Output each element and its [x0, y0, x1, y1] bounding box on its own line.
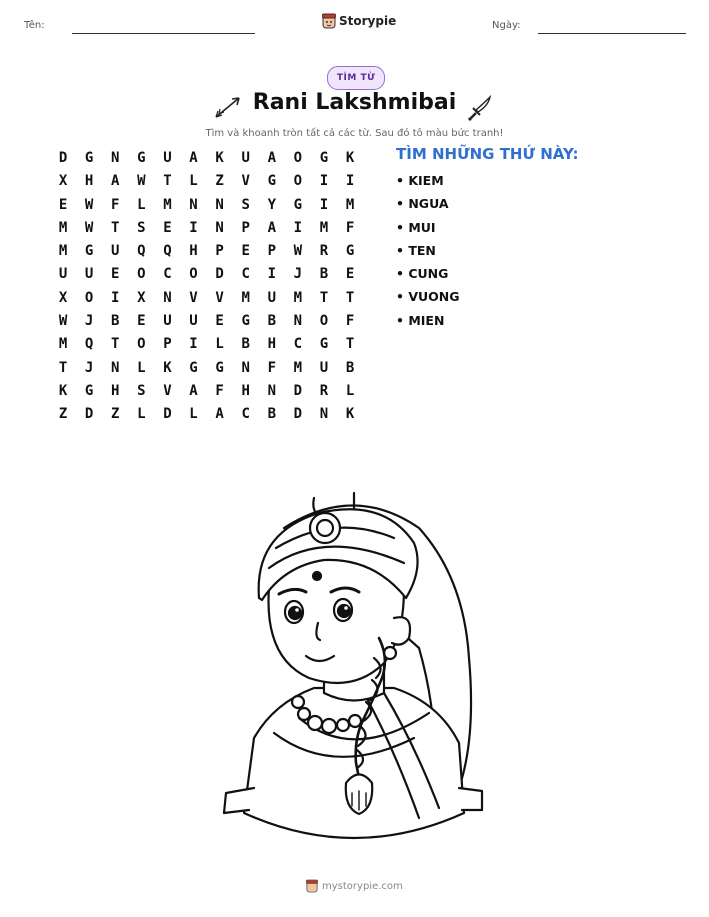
- grid-cell[interactable]: G: [267, 173, 277, 190]
- grid-cell[interactable]: A: [215, 406, 224, 423]
- grid-cell[interactable]: I: [267, 266, 277, 283]
- grid-cell[interactable]: P: [241, 219, 250, 236]
- grid-cell[interactable]: W: [58, 313, 68, 330]
- grid-row: [50, 147, 363, 170]
- grid-cell[interactable]: W: [84, 219, 94, 236]
- grid-cell[interactable]: J: [84, 313, 94, 330]
- word-item: • MIEN: [396, 312, 445, 328]
- grid-cell[interactable]: G: [84, 150, 94, 166]
- grid-cell[interactable]: U: [58, 266, 68, 283]
- grid-cell[interactable]: A: [267, 219, 277, 236]
- grid-cell[interactable]: H: [267, 336, 277, 353]
- grid-cell[interactable]: X: [58, 173, 68, 190]
- page-title: Rani Lakshmibai: [252, 90, 457, 115]
- word-list: [396, 171, 460, 334]
- grid-cell[interactable]: T: [345, 289, 355, 306]
- grid-cell[interactable]: Z: [58, 406, 68, 423]
- grid-cell[interactable]: E: [163, 219, 172, 236]
- grid-cell[interactable]: U: [319, 359, 329, 376]
- grid-cell[interactable]: B: [111, 313, 120, 330]
- grid-cell[interactable]: A: [267, 150, 277, 166]
- grid-row: [50, 170, 363, 193]
- grid-cell[interactable]: A: [189, 150, 198, 166]
- grid-cell[interactable]: B: [319, 266, 329, 283]
- grid-cell[interactable]: I: [345, 173, 355, 190]
- grid-cell[interactable]: G: [84, 243, 94, 260]
- grid-cell[interactable]: O: [137, 336, 146, 353]
- grid-cell[interactable]: L: [215, 336, 224, 353]
- grid-cell[interactable]: G: [319, 336, 329, 353]
- grid-cell[interactable]: N: [111, 150, 120, 166]
- grid-cell[interactable]: N: [215, 219, 224, 236]
- grid-cell[interactable]: L: [189, 406, 198, 423]
- grid-cell[interactable]: D: [163, 406, 172, 423]
- grid-cell[interactable]: U: [267, 289, 277, 306]
- name-label: Tên:: [24, 20, 45, 31]
- grid-cell[interactable]: M: [293, 359, 303, 376]
- grid-cell[interactable]: F: [345, 313, 355, 330]
- grid-cell[interactable]: T: [111, 336, 120, 353]
- grid-cell[interactable]: K: [163, 359, 172, 376]
- grid-cell[interactable]: M: [345, 196, 355, 213]
- grid-cell[interactable]: C: [241, 406, 250, 423]
- grid-row: [50, 287, 363, 310]
- grid-cell[interactable]: R: [319, 382, 329, 399]
- date-label: Ngày:: [492, 20, 521, 31]
- grid-cell[interactable]: K: [58, 382, 68, 399]
- grid-cell[interactable]: V: [215, 289, 224, 306]
- grid-cell[interactable]: B: [267, 406, 277, 423]
- grid-cell[interactable]: F: [111, 196, 120, 213]
- grid-cell[interactable]: T: [111, 219, 120, 236]
- grid-cell[interactable]: M: [163, 196, 172, 213]
- grid-cell[interactable]: W: [84, 196, 94, 213]
- name-line[interactable]: [72, 33, 255, 34]
- grid-cell[interactable]: E: [345, 266, 355, 283]
- grid-cell[interactable]: C: [293, 336, 303, 353]
- grid-cell[interactable]: G: [319, 150, 329, 166]
- grid-cell[interactable]: Q: [163, 243, 172, 260]
- grid-cell[interactable]: E: [137, 313, 146, 330]
- grid-cell[interactable]: T: [163, 173, 172, 190]
- grid-cell[interactable]: K: [345, 406, 355, 423]
- storypie-logo-icon: [322, 13, 336, 29]
- grid-cell[interactable]: H: [241, 382, 250, 399]
- date-line[interactable]: [538, 33, 686, 34]
- grid-cell[interactable]: F: [345, 219, 355, 236]
- grid-cell[interactable]: L: [189, 173, 198, 190]
- grid-cell[interactable]: V: [189, 289, 198, 306]
- grid-cell[interactable]: I: [293, 219, 303, 236]
- grid-cell[interactable]: D: [84, 406, 94, 423]
- grid-row: [50, 357, 363, 380]
- grid-cell[interactable]: K: [215, 150, 224, 166]
- grid-cell[interactable]: O: [293, 173, 303, 190]
- grid-cell[interactable]: M: [241, 289, 250, 306]
- grid-cell[interactable]: O: [293, 150, 303, 166]
- grid-cell[interactable]: N: [189, 196, 198, 213]
- grid-cell[interactable]: G: [293, 196, 303, 213]
- grid-cell[interactable]: H: [84, 173, 94, 190]
- word-list-title: TÌM NHỮNG THỨ NÀY:: [396, 145, 579, 163]
- brand-name: Storypie: [339, 14, 397, 28]
- grid-cell[interactable]: I: [319, 196, 329, 213]
- grid-cell[interactable]: G: [84, 382, 94, 399]
- grid-cell[interactable]: E: [58, 196, 68, 213]
- grid-cell[interactable]: C: [241, 266, 250, 283]
- grid-cell[interactable]: H: [189, 243, 198, 260]
- grid-row: [50, 333, 363, 356]
- grid-cell[interactable]: S: [241, 196, 250, 213]
- grid-row: [50, 263, 363, 286]
- instructions: Tìm và khoanh tròn tất cả các từ. Sau đó tô màu bức tranh!: [205, 128, 504, 139]
- grid-cell[interactable]: U: [84, 266, 94, 283]
- grid-cell[interactable]: N: [215, 196, 224, 213]
- grid-cell[interactable]: M: [293, 289, 303, 306]
- grid-cell[interactable]: Z: [215, 173, 224, 190]
- grid-cell[interactable]: O: [137, 266, 146, 283]
- grid-row: [50, 310, 363, 333]
- grid-cell[interactable]: L: [137, 359, 146, 376]
- grid-cell[interactable]: O: [319, 313, 329, 330]
- grid-cell[interactable]: D: [293, 382, 303, 399]
- activity-badge: TÌM TỪ: [327, 66, 385, 90]
- grid-cell[interactable]: S: [137, 382, 146, 399]
- grid-cell[interactable]: P: [267, 243, 277, 260]
- grid-cell[interactable]: G: [241, 313, 250, 330]
- rani-coloring-illustration[interactable]: [214, 488, 496, 852]
- word-item: • KIEM: [396, 173, 444, 188]
- grid-cell[interactable]: N: [267, 382, 277, 399]
- word-search-grid[interactable]: [50, 147, 363, 427]
- grid-cell[interactable]: L: [137, 406, 146, 423]
- footer-url[interactable]: mystorypie.com: [322, 880, 403, 892]
- grid-cell[interactable]: N: [111, 359, 120, 376]
- grid-cell[interactable]: N: [241, 359, 250, 376]
- grid-cell[interactable]: H: [111, 382, 120, 399]
- grid-cell[interactable]: S: [137, 219, 146, 236]
- grid-cell[interactable]: Z: [111, 406, 120, 423]
- grid-cell[interactable]: E: [111, 266, 120, 283]
- grid-cell[interactable]: N: [163, 289, 172, 306]
- grid-cell[interactable]: V: [241, 173, 250, 190]
- grid-cell[interactable]: J: [84, 359, 94, 376]
- word-item: • CUNG: [396, 266, 449, 282]
- grid-cell[interactable]: I: [189, 336, 198, 353]
- grid-cell[interactable]: U: [189, 313, 198, 330]
- grid-cell[interactable]: O: [84, 289, 94, 306]
- grid-cell[interactable]: N: [293, 313, 303, 330]
- grid-cell[interactable]: D: [215, 266, 224, 283]
- word-item: • MUI: [396, 219, 436, 235]
- grid-cell[interactable]: G: [215, 359, 224, 376]
- word-item: • VUONG: [396, 289, 460, 305]
- grid-cell[interactable]: E: [241, 243, 250, 260]
- grid-cell[interactable]: J: [293, 266, 303, 283]
- grid-cell[interactable]: B: [241, 336, 250, 353]
- grid-cell[interactable]: C: [163, 266, 172, 283]
- footer: [306, 879, 403, 893]
- grid-cell[interactable]: O: [189, 266, 198, 283]
- grid-cell[interactable]: M: [58, 243, 68, 260]
- grid-cell[interactable]: I: [189, 219, 198, 236]
- grid-cell[interactable]: F: [267, 359, 277, 376]
- grid-cell[interactable]: Y: [267, 196, 277, 213]
- grid-cell[interactable]: G: [345, 243, 355, 260]
- grid-cell[interactable]: R: [319, 243, 329, 260]
- grid-cell[interactable]: N: [319, 406, 329, 423]
- grid-cell[interactable]: P: [163, 336, 172, 353]
- grid-row: [50, 403, 363, 426]
- grid-cell[interactable]: Q: [84, 336, 94, 353]
- storypie-logo-icon: [306, 879, 318, 893]
- grid-cell[interactable]: W: [137, 173, 146, 190]
- grid-cell[interactable]: U: [163, 313, 172, 330]
- grid-row: [50, 217, 363, 240]
- grid-row: [50, 240, 363, 263]
- grid-cell[interactable]: V: [163, 382, 172, 399]
- grid-cell[interactable]: T: [345, 336, 355, 353]
- grid-cell[interactable]: M: [58, 219, 68, 236]
- grid-cell[interactable]: B: [267, 313, 277, 330]
- grid-cell[interactable]: D: [58, 150, 68, 166]
- brand-logo: [322, 13, 396, 29]
- grid-cell[interactable]: U: [111, 243, 120, 260]
- grid-cell[interactable]: K: [345, 150, 355, 166]
- grid-cell[interactable]: A: [111, 173, 120, 190]
- grid-cell[interactable]: X: [58, 289, 68, 306]
- grid-cell[interactable]: W: [293, 243, 303, 260]
- grid-cell[interactable]: Q: [137, 243, 146, 260]
- grid-cell[interactable]: X: [137, 289, 146, 306]
- grid-cell[interactable]: U: [241, 150, 250, 166]
- grid-cell[interactable]: F: [215, 382, 224, 399]
- grid-cell[interactable]: U: [163, 150, 172, 166]
- grid-cell[interactable]: T: [319, 289, 329, 306]
- grid-cell[interactable]: T: [58, 359, 68, 376]
- sword-icon: [466, 94, 494, 122]
- grid-cell[interactable]: I: [319, 173, 329, 190]
- grid-cell[interactable]: G: [189, 359, 198, 376]
- grid-cell[interactable]: G: [137, 150, 146, 166]
- grid-cell[interactable]: D: [293, 406, 303, 423]
- grid-row: [50, 194, 363, 217]
- grid-cell[interactable]: A: [189, 382, 198, 399]
- grid-cell[interactable]: B: [345, 359, 355, 376]
- grid-cell[interactable]: M: [58, 336, 68, 353]
- grid-row: [50, 380, 363, 403]
- grid-cell[interactable]: L: [137, 196, 146, 213]
- grid-cell[interactable]: M: [319, 219, 329, 236]
- word-item: • NGUA: [396, 196, 449, 212]
- grid-cell[interactable]: I: [111, 289, 120, 306]
- grid-cell[interactable]: E: [215, 313, 224, 330]
- word-item: • TEN: [396, 242, 436, 258]
- grid-cell[interactable]: P: [215, 243, 224, 260]
- grid-cell[interactable]: L: [345, 382, 355, 399]
